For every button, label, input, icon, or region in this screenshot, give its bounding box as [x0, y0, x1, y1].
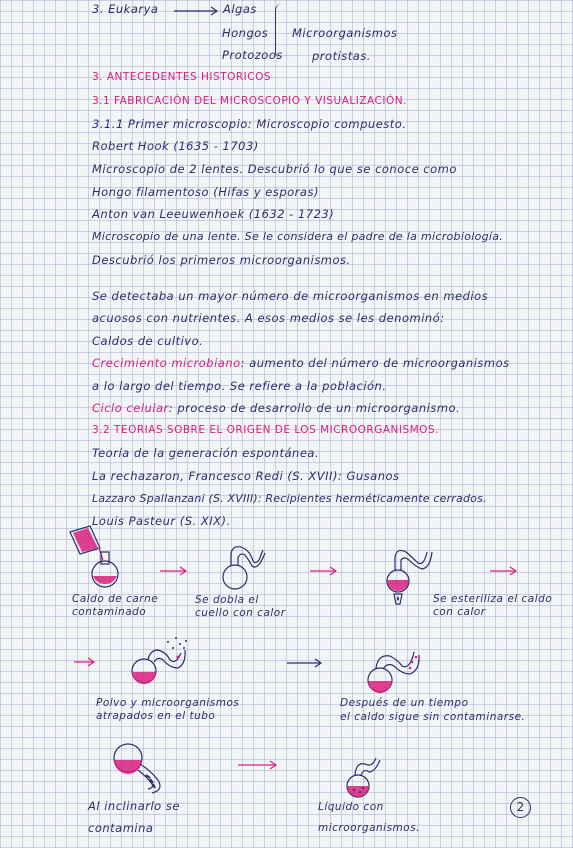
leeuwenhoek-line-2: Microscopio de una lente. Se le considera el padre de la microbiología.: [92, 230, 504, 243]
hook-line-3: Hongo filamentoso (Hifas y esporas): [92, 185, 319, 199]
heading-teorias: 3.2 TEORIAS SOBRE EL ORIGEN DE LOS MICROORGANISMOS.: [92, 424, 439, 436]
caption-7b: microorganismos.: [318, 822, 421, 834]
hongos-label: Hongos: [222, 26, 269, 40]
tilted-flask-icon: [114, 744, 160, 793]
swan-neck-flask-icon: [387, 550, 432, 604]
caption-3b: con calor: [433, 606, 486, 618]
leeuwenhoek-title: Anton van Leeuwenhoek (1632 - 1723): [92, 207, 335, 221]
heading-antecedentes: 3. ANTECEDENTES HISTORICOS: [92, 71, 272, 83]
contaminated-flask-icon: [347, 758, 380, 797]
protozoos-label: Protozoos: [222, 48, 283, 62]
caption-3a: Se esteriliza el caldo: [433, 593, 553, 605]
ciclo-term: Ciclo celular: [92, 401, 169, 415]
ciclo-def: : proceso de desarrollo de un microorganismo.: [168, 401, 461, 415]
heading-fabricacion: 3.1 FABRICACIÓN DEL MICROSCOPIO Y VISUALIZACIÓN.: [92, 95, 407, 107]
para-line-1: Se detectaba un mayor número de microorganismos en medios: [92, 289, 489, 303]
caption-4b: atrapados en el tubo: [96, 710, 216, 722]
caption-5b: el caldo sigue sin contaminarse.: [340, 711, 526, 723]
caption-6a: Al inclinarlo se: [88, 799, 180, 813]
crecimiento-term: Crecimiento microbiano: [92, 356, 241, 370]
caption-1a: Caldo de carne: [72, 593, 159, 605]
caption-6b: contamina: [88, 821, 154, 835]
microorganismos-label: Microorganismos: [292, 26, 398, 40]
heading-primer-microscopio: 3.1.1 Primer microscopio: Microscopio compuesto.: [92, 117, 407, 131]
arrow-icon: [490, 567, 516, 575]
swan-neck-flask-icon: [368, 652, 419, 693]
redi-line: La rechazaron, Francesco Redi (S. XVII): Gusanos: [92, 469, 400, 483]
para-line-3: Caldos de cultivo.: [92, 334, 204, 348]
page-number: 2: [510, 797, 531, 818]
crecimiento-line-2: a lo largo del tiempo. Se refiere a la población.: [92, 379, 387, 393]
eukarya-label: 3. Eukarya: [92, 2, 159, 16]
hook-line-2: Microscopio de 2 lentes. Descubrió lo que se conoce como: [92, 162, 457, 176]
arrow-icon: [310, 567, 336, 575]
dusty-flask-icon: [132, 637, 187, 684]
pasteur-line: Louis Pasteur (S. XIX).: [92, 514, 231, 528]
arrow-icon: [74, 658, 94, 666]
crecimiento-def: : aumento del número de microorganismos: [240, 356, 510, 370]
generacion-line: Teoría de la generación espontánea.: [92, 446, 320, 460]
caption-7a: Líquido con: [318, 801, 384, 813]
beaker-icon: [70, 526, 103, 560]
flask-icon: [92, 552, 118, 587]
protistas-label: protistas.: [312, 49, 371, 63]
caption-2b: cuello con calor: [195, 607, 286, 619]
arrow-icon: [238, 761, 276, 769]
para-line-2: acuosos con nutrientes. A esos medios se les denominó:: [92, 311, 445, 325]
caption-5a: Después de un tiempo: [340, 697, 469, 709]
leeuwenhoek-line-3: Descubrió los primeros microorganismos.: [92, 253, 351, 267]
caption-1b: contaminado: [72, 606, 147, 618]
hook-title: Robert Hook (1635 - 1703): [92, 139, 259, 153]
arrow-icon: [287, 659, 321, 667]
arrow-icon: [160, 567, 186, 575]
caption-2a: Se dobla el: [195, 594, 259, 606]
spallanzani-line: Lazzaro Spallanzani (S. XVIII): Recipientes herméticamente cerrados.: [92, 492, 487, 505]
swan-neck-flask-icon: [223, 547, 265, 589]
algas-label: Algas: [223, 2, 257, 16]
caption-4a: Polvo y microorganismos: [96, 697, 240, 709]
